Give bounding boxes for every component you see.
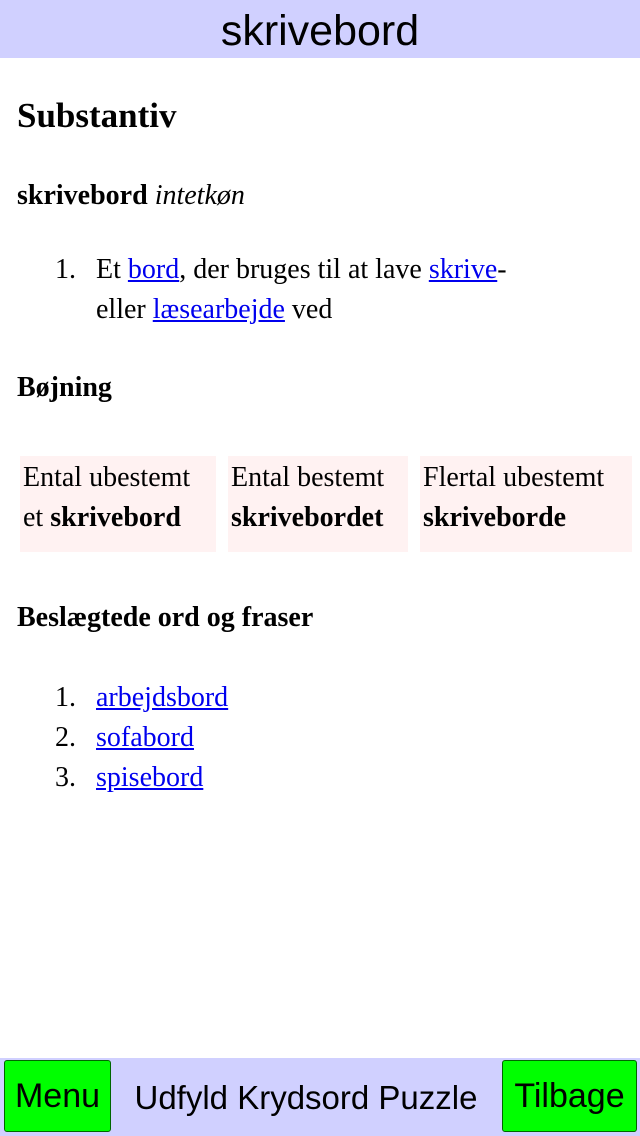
part-of-speech-heading: Substantiv: [17, 96, 177, 135]
inflection-cell-singular-indefinite: [20, 456, 216, 552]
link-laesearbejde[interactable]: læsearbejde: [152, 294, 285, 325]
related-number: 2.: [55, 722, 76, 753]
definition-item: [17, 250, 576, 330]
link-bord[interactable]: bord: [127, 254, 180, 285]
definition-text: Et: [96, 254, 128, 285]
definition-text: eller: [96, 294, 153, 325]
definition-text: ved: [284, 294, 333, 325]
inflection-form: skriveborde: [423, 502, 567, 533]
bottom-toolbar: [0, 1058, 640, 1136]
inflection-cell-plural-indefinite: [420, 456, 632, 552]
inflection-label: Ental ubestemt: [23, 462, 191, 493]
related-link[interactable]: sofabord: [96, 722, 194, 753]
related-number: 3.: [55, 762, 76, 793]
definition-text: -: [497, 254, 507, 285]
list-item: [17, 758, 228, 798]
inflection-form: skrivebord: [50, 502, 181, 533]
page-title: skrivebord: [0, 0, 640, 58]
gender-label: intetkøn: [154, 180, 245, 211]
related-number: 1.: [55, 682, 76, 713]
app-title: Udfyld Krydsord Puzzle: [134, 1079, 478, 1116]
definition-text: , der bruges til at lave: [179, 254, 429, 285]
inflection-heading: Bøjning: [17, 372, 112, 403]
related-link[interactable]: spisebord: [96, 762, 204, 793]
headword: skrivebord: [17, 180, 148, 211]
list-item: [17, 718, 228, 758]
inflection-article: et: [23, 502, 51, 533]
list-item: [17, 678, 228, 718]
back-button[interactable]: Tilbage: [502, 1060, 637, 1132]
definition-list: [17, 250, 576, 330]
inflection-label: Ental bestemt: [231, 462, 385, 493]
related-heading: Beslægtede ord og fraser: [17, 602, 314, 633]
inflection-cell-singular-definite: [228, 456, 408, 552]
related-list: [17, 678, 228, 798]
definition-number: 1.: [55, 254, 76, 285]
inflection-label: Flertal ubestemt: [423, 462, 605, 493]
link-skrive[interactable]: skrive: [428, 254, 498, 285]
inflection-form: skrivebordet: [231, 502, 384, 533]
headword-line: [17, 180, 245, 212]
menu-button[interactable]: Menu: [4, 1060, 111, 1132]
related-link[interactable]: arbejdsbord: [96, 682, 229, 713]
